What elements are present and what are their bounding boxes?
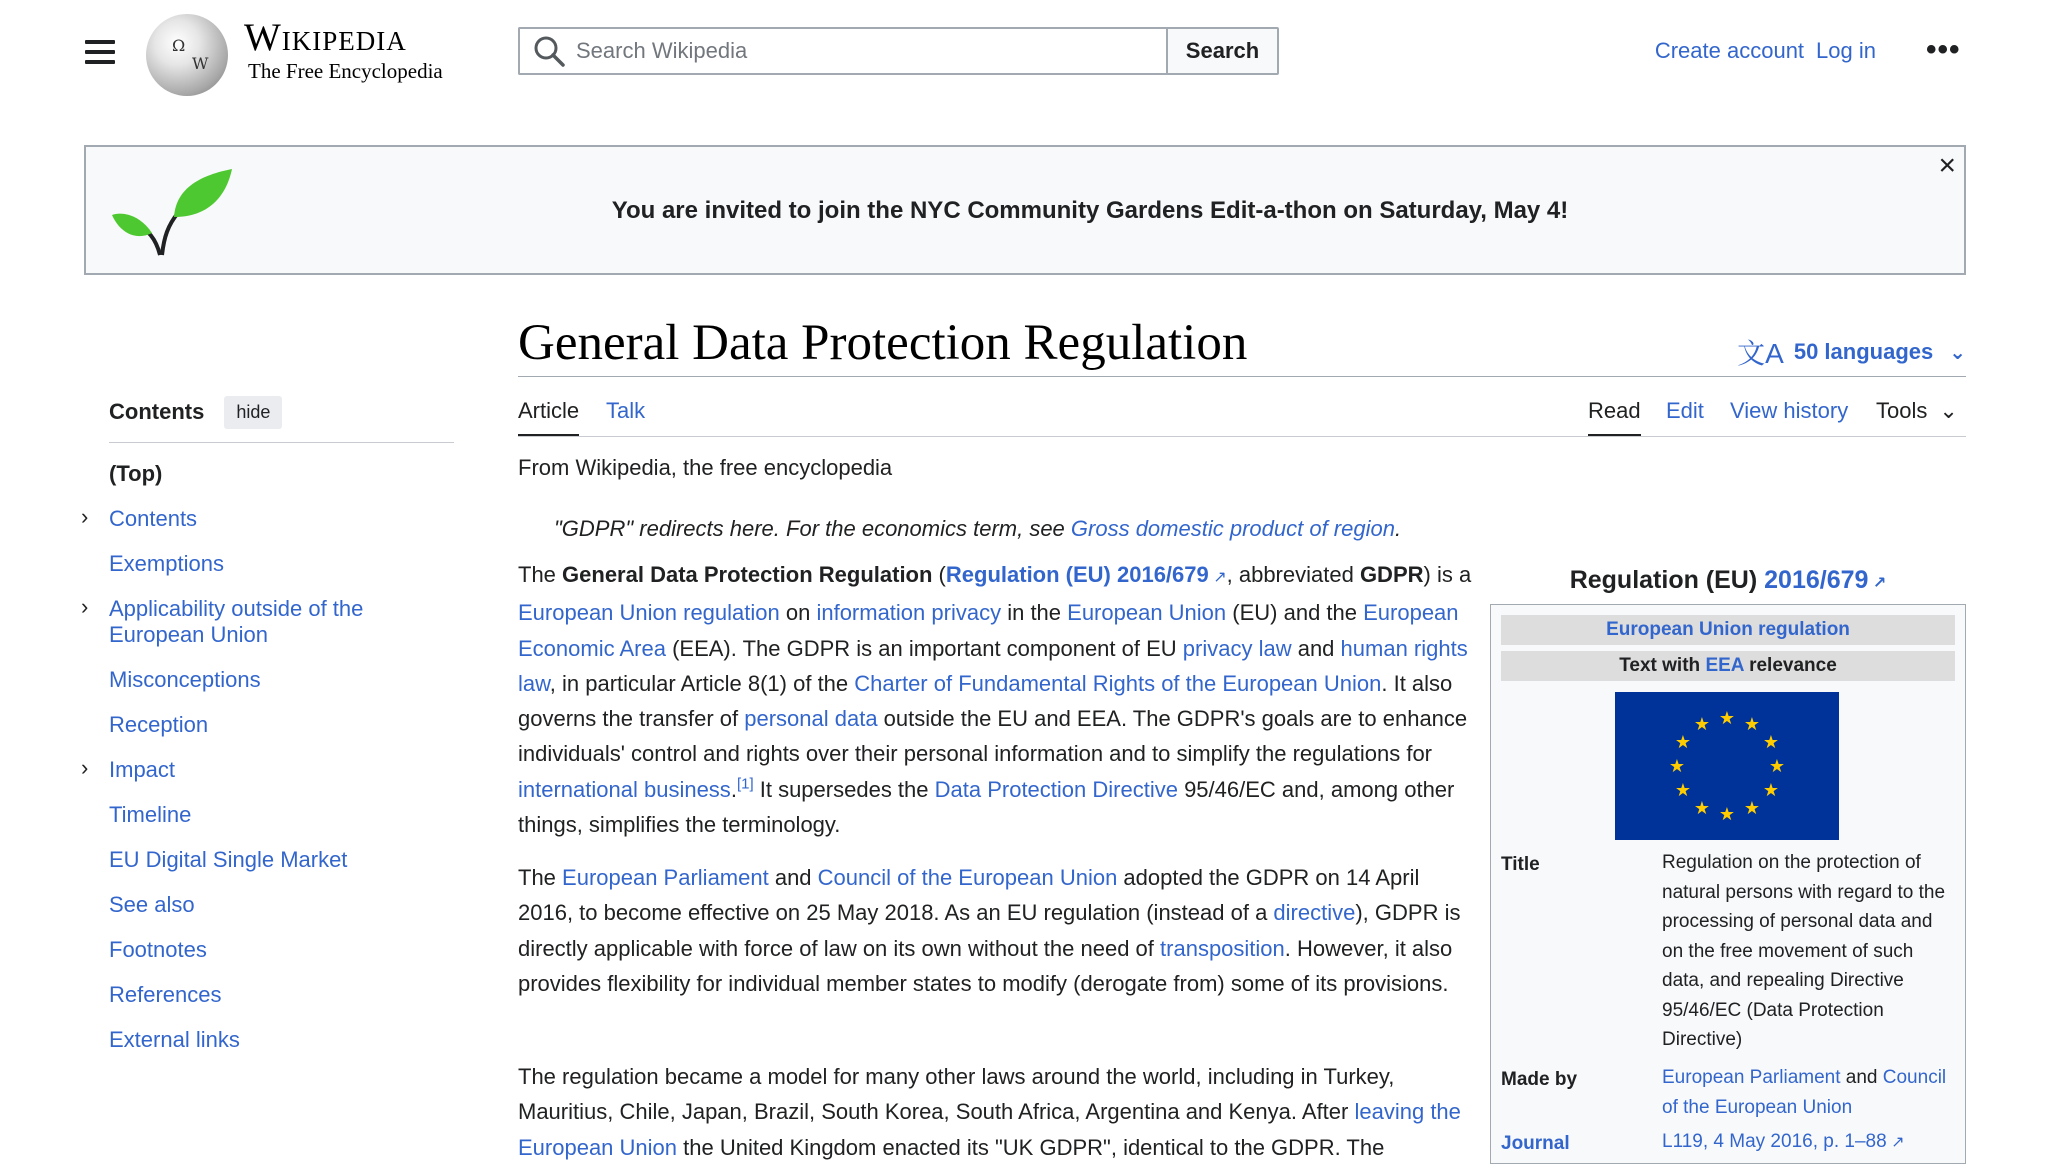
close-icon[interactable]: × [1938,149,1956,182]
link-eu-regulation[interactable]: European Union regulation [1606,619,1850,640]
infobox-caption [1490,566,1966,595]
svg-text:★: ★ [1693,798,1711,819]
eu-flag-image[interactable] [1615,692,1839,840]
infobox-value-title: Regulation on the protection of natural persons with regard to the processing of personal data and on the free movement of such data, and repealing Directive 95/46/EC (Data Protection Directive) [1662,852,1946,1050]
text: ) is a [1423,562,1472,587]
toc-item-footnotes[interactable]: Footnotes [109,937,207,962]
toc-list [81,461,454,1053]
hatnote-link[interactable]: Gross domestic product of region [1070,516,1395,541]
link-eea[interactable]: European Economic Area [518,600,1459,661]
caption-text: Regulation (EU) [1569,566,1765,594]
log-in-link[interactable]: Log in [1816,38,1876,63]
table-of-contents [81,392,454,1053]
infobox-band-relevance [1501,651,1955,681]
text: , in particular Article 8(1) of the [549,670,855,696]
tab-read[interactable]: Read [1588,398,1641,437]
link-council[interactable]: Council of the European Union [1662,1067,1947,1118]
svg-text:★: ★ [1674,732,1692,753]
svg-text:★: ★ [1762,732,1780,753]
hatnote-text: . [1394,516,1402,541]
link-transposition[interactable]: transposition [1160,935,1285,961]
link-personal-data[interactable]: personal data [744,706,878,732]
toc-item-label: Contents [109,506,198,531]
logo-title: Wikipedia [244,16,407,59]
svg-text:★: ★ [1718,804,1736,825]
hamburger-bar [85,50,115,54]
wikipedia-wordmark[interactable] [244,18,443,84]
text: , abbreviated [1226,562,1360,587]
text: the United Kingdom enacted its "UK GDPR", identical to the GDPR. The [677,1134,1385,1160]
create-account-link[interactable]: Create account [1654,38,1805,63]
toc-item-see-also[interactable]: See also [109,892,195,917]
tab-tools[interactable] [1876,398,1958,434]
svg-text:★: ★ [1743,714,1761,735]
language-count: 50 languages [1793,339,1934,364]
svg-text:★: ★ [1718,708,1736,729]
chevron-right-icon[interactable]: › [81,504,89,529]
toc-item-label: Applicability outside of the European Union [109,596,364,647]
link-european-parliament[interactable]: European Parliament [1662,1067,1841,1088]
link-eea[interactable]: EEA [1705,655,1744,676]
link-eu-regulation[interactable]: European Union regulation [518,600,780,626]
link-charter[interactable]: Charter of Fundamental Rights of the European Union [854,670,1382,696]
toc-item-misconceptions[interactable]: Misconceptions [109,667,261,692]
wikipedia-globe-logo[interactable] [146,14,228,96]
svg-text:★: ★ [1762,780,1780,801]
hamburger-bar [85,60,115,64]
banner-message[interactable]: You are invited to join the NYC Community Gardens Edit-a-thon on Saturday, May 4! [611,197,1569,224]
svg-text:★: ★ [1668,756,1686,777]
search-field[interactable] [518,27,1168,75]
toc-item-reception[interactable]: Reception [109,712,209,737]
toc-item-top[interactable]: (Top) [109,461,163,486]
infobox-label-journal[interactable]: Journal [1501,1133,1570,1154]
text: The [518,562,563,587]
translate-icon: 文A [1737,338,1784,369]
link-directive[interactable]: directive [1273,900,1356,926]
tools-label: Tools [1876,398,1928,423]
toc-item-label: Impact [109,757,176,782]
text: ( [932,562,946,587]
toc-header [109,392,454,443]
chevron-down-icon: ⌄ [1939,398,1958,423]
tab-talk[interactable]: Talk [606,398,646,423]
infobox-value-made-by [1662,1063,1952,1122]
external-link-icon: ↗ [1868,575,1887,592]
text: outside the EU and EEA. The GDPR's goals are to enhance individuals' control and rights over their personal information and to simplify the regulations for [518,706,1468,767]
search-button[interactable]: Search [1166,27,1279,75]
search-input[interactable] [566,37,1138,65]
text: on [779,600,817,626]
text: in the [1001,600,1068,626]
toc-item-contents[interactable] [81,504,454,532]
toc-item-references[interactable]: References [109,982,222,1007]
infobox-label-made-by: Made by [1501,1069,1578,1090]
text: It supersedes the [753,776,935,802]
regulation-link[interactable]: Regulation (EU) 2016/679 [945,562,1209,587]
language-button[interactable] [1737,332,1966,372]
hatnote-text: "GDPR" redirects here. For the economics term, see [554,516,1071,541]
user-links [1655,38,1876,64]
toc-item-digital-single-market[interactable]: EU Digital Single Market [109,847,348,872]
tab-view-history[interactable]: View history [1730,398,1849,423]
toc-item-impact[interactable] [81,755,454,783]
text: . It also governs the transfer of [518,670,1453,732]
text: and [1291,635,1341,661]
tabs-divider [518,436,1966,437]
hatnote [554,516,1401,542]
text: The regulation became a model for many other laws around the world, including in Turkey, Mauritius, Chile, Japan, Brazil, South Korea, South Africa, Argentina and Kenya. After [518,1064,1395,1125]
hamburger-icon [85,40,115,44]
tagline: From Wikipedia, the free encyclopedia [518,455,893,480]
link-human-rights-law[interactable]: human rights law [518,635,1468,696]
svg-text:★: ★ [1693,714,1711,735]
text: 95/46/EC and, among other things, simplifies the terminology. [518,776,1455,838]
tab-edit[interactable]: Edit [1666,398,1704,423]
journal-link[interactable]: L119, 4 May 2016, p. 1–88 [1662,1131,1887,1152]
page-title: General Data Protection Regulation [518,315,1248,371]
chevron-right-icon[interactable]: › [81,755,89,780]
search-icon [532,34,566,68]
ellipsis-icon[interactable]: ••• [1926,33,1961,66]
link-european-parliament[interactable]: European Parliament [562,865,769,890]
caption-link[interactable]: 2016/679 [1764,566,1869,594]
infobox-label-title: Title [1501,854,1540,875]
main-menu-button[interactable] [85,40,115,64]
tab-article[interactable]: Article [518,398,579,437]
globe-glyph: W [192,54,209,73]
band-text: relevance [1743,655,1837,676]
text: The [518,865,563,890]
citation-ref[interactable]: [1] [736,775,754,793]
chevron-down-icon: ⌄ [1949,341,1966,364]
infobox-value-journal [1662,1127,1952,1158]
text: and [1840,1067,1883,1088]
text: (EU) and the [1226,600,1364,626]
toc-item-timeline[interactable]: Timeline [109,802,192,827]
link-data-protection-directive[interactable]: Data Protection Directive [934,776,1178,802]
text: adopted the GDPR on 14 April 2016, to become effective on 25 May 2018. As an EU regulation (instead of a [518,865,1420,926]
paragraph-3 [518,1059,1480,1165]
external-link-icon: ↗ [1886,1134,1905,1151]
toc-item-exemptions[interactable]: Exemptions [109,551,224,576]
toc-item-external-links[interactable]: External links [109,1027,240,1052]
external-link-icon: ↗ [1208,569,1227,586]
band-text: Text with [1619,655,1706,676]
paragraph-2 [518,860,1480,1001]
site-notice-banner [84,145,1966,275]
link-privacy-law[interactable]: privacy law [1182,635,1292,661]
link-information-privacy[interactable]: information privacy [816,600,1002,626]
svg-text:★: ★ [1674,780,1692,801]
link-international-business[interactable]: international business [518,776,731,802]
infobox-band-type [1501,615,1955,645]
link-leaving-eu[interactable]: leaving the European Union [518,1099,1461,1160]
link-council[interactable]: Council of the European Union [817,865,1118,890]
text: . However, it also provides flexibility for individual member states to modify (derogate from) some of its provisions. [518,935,1453,996]
chevron-right-icon[interactable]: › [81,594,89,619]
svg-text:★: ★ [1743,798,1761,819]
title-divider [518,376,1966,377]
infobox [1490,604,1966,1164]
paragraph-1: The General Data Protection Regulation (Regulation (EU) 2016/679 ↗, abbreviated GDPR) is a European Union regulation on information privacy in the European Union (EU) and the European Economic Area (EEA). The GDPR is an important component of EU privacy law and human rights law, in particular Article 8(1) of the Charter of Fundamental Rights of the European Union. It also governs the transfer of personal data outside the EU and EEA. The GDPR's goals are to enhance individuals' control and rights over their personal information and to simplify the regulations for international business.[1] It supersedes the Data Protection Directive 95/46/EC and, among other things, simplifies the terminology. [518,562,1472,838]
toc-item-applicability[interactable] [81,594,454,648]
text: and [768,865,818,890]
toc-title: Contents [109,399,205,424]
link-european-union[interactable]: European Union [1067,600,1227,626]
logo-subtitle: The Free Encyclopedia [248,59,443,83]
text: ), GDPR is directly applicable with force of law on its own without the need of [518,900,1461,961]
text: (EEA). The GDPR is an important component of EU [665,635,1183,661]
bold-term: GDPR [1359,562,1424,587]
svg-text:★: ★ [1768,756,1786,777]
toc-hide-button[interactable]: hide [224,396,282,429]
globe-glyph: Ω [172,36,186,55]
bold-term: General Data Protection Regulation [562,562,933,587]
